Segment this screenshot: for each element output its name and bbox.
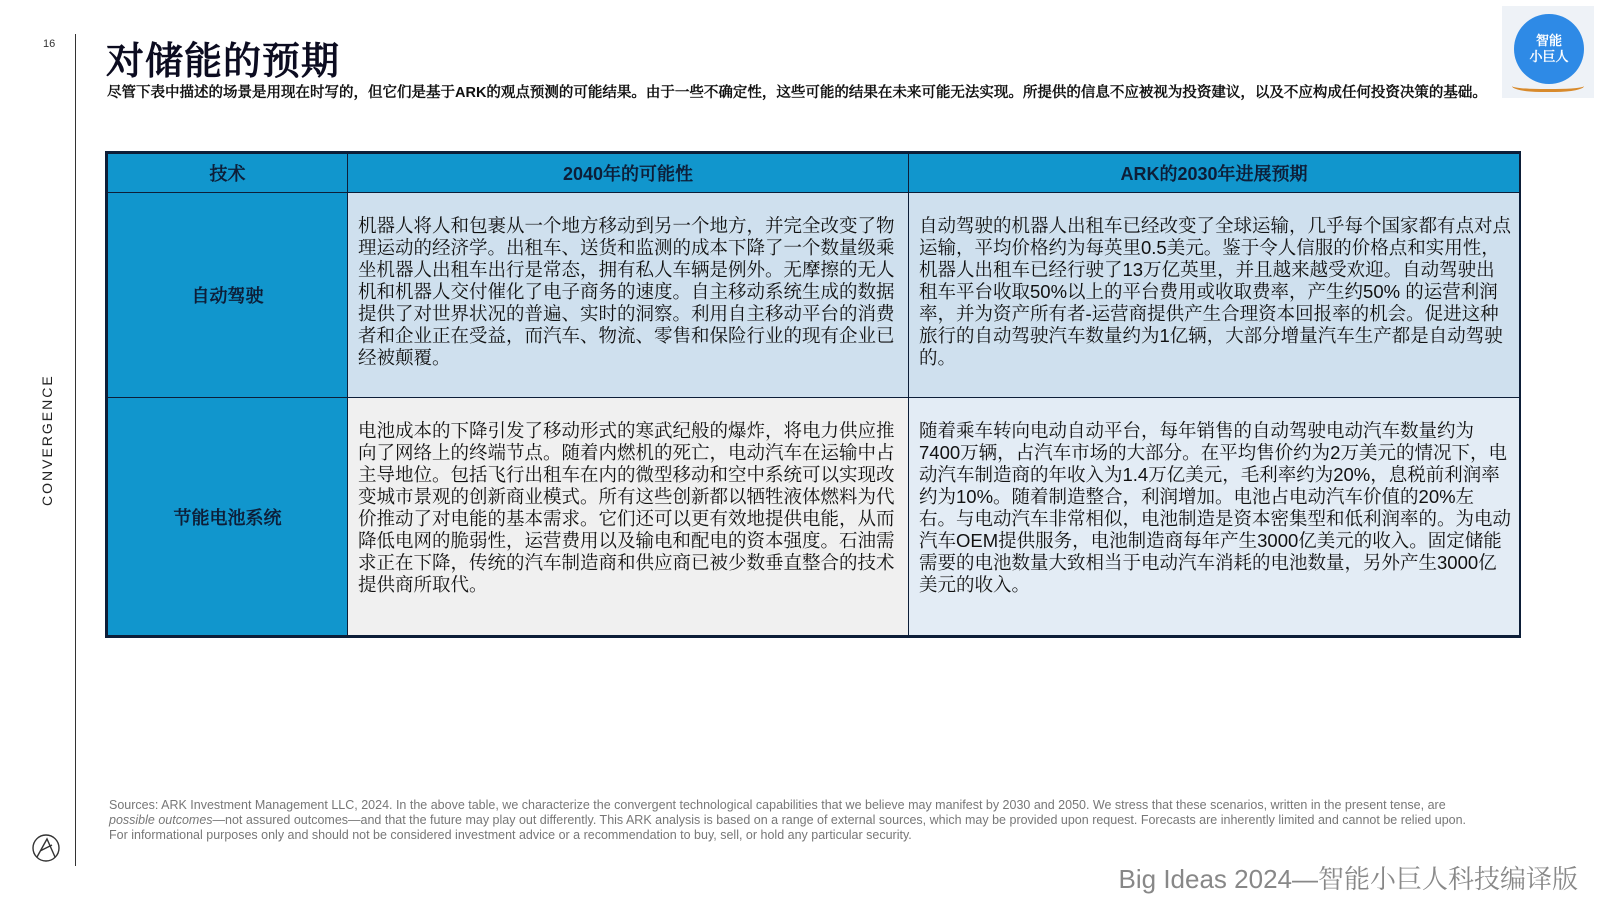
badge-line-2: 小巨人 xyxy=(1529,49,1569,64)
page-title: 对储能的预期 xyxy=(106,41,341,83)
disclaimer-text: 尽管下表中描述的场景是用现在时写的，但它们是基于ARK的观点预测的可能结果。由于一些不确定性，这些可能的结果在未来可能无法实现。所提供的信息不应被视为投资建议，以及不应构成任何投资决策的基础。 xyxy=(107,85,1487,101)
sources-italic: possible outcomes xyxy=(109,813,213,827)
brand-badge xyxy=(1502,6,1594,98)
book-icon xyxy=(1512,77,1584,92)
badge-line-1: 智能 xyxy=(1535,33,1562,48)
cell-ark-2030: 随着乘车转向电动自动平台，每年销售的自动驾驶电动汽车数量约为7400万辆，占汽车市场的大部分。在平均售价约为2万美元的情况下，电动汽车制造商的年收入为1.4万亿美元，毛利率约为20%，息税前利润率约为10%。随着制造整合，利润增加。电池占电动汽车价值的20%左右。与电动汽车非常相似，电池制造是资本密集型和低利润率的。为电动汽车OEM提供服务，电池制造商每年产生3000亿美元的收入。固定储能需要的电池数量大致相当于电动汽车消耗的电池数量，另外产生3000亿美元的收入。 xyxy=(909,398,1520,636)
ark-logo-icon xyxy=(31,833,61,863)
row-tech-battery: 节能电池系统 xyxy=(108,398,348,636)
left-divider-line xyxy=(75,34,76,866)
sources-text-1: Sources: ARK Investment Management LLC, 2024. In the above table, we characterize the convergent technological capabilities that we believe may manifest by 2030 and 2050. We stress that these scenarios, written in the present tense, are xyxy=(109,798,1446,812)
table-row xyxy=(108,193,1520,398)
header-possibility-2040: 2040年的可能性 xyxy=(348,154,909,193)
cell-possibility-2040: 电池成本的下降引发了移动形式的寒武纪般的爆炸，将电力供应推向了网络上的终端节点。随着内燃机的死亡，电动汽车在运输中占主导地位。包括飞行出租车在内的微型移动和空中系统可以实现改变城市景观的创新商业模式。所有这些创新都以牺牲液体燃料为代价推动了对电能的基本需求。它们还可以更有效地提供电能，从而降低电网的脆弱性，运营费用以及输电和配电的资本强度。石油需求正在下降，传统的汽车制造商和供应商已被少数垂直整合的技术提供商所取代。 xyxy=(348,398,909,636)
side-section-label: CONVERGENCE xyxy=(39,374,55,506)
header-technology: 技术 xyxy=(108,154,348,193)
table-row xyxy=(108,398,1520,636)
sources-footnote xyxy=(109,798,1469,843)
sources-text-2: —not assured outcomes—and that the future may play out differently. This ARK analysis is based on a range of external sources, which may be provided upon request. Forecasts are inherently limited and cannot be relied upon. For informational purposes only and should not be considered investment advice or a recommendation to buy, sell, or hold any particular security. xyxy=(109,813,1467,842)
brand-badge-circle xyxy=(1514,14,1584,84)
page-number: 16 xyxy=(43,38,56,50)
footer-brand: Big Ideas 2024—智能小巨人科技编译版 xyxy=(1118,864,1578,894)
header-ark-2030: ARK的2030年进展预期 xyxy=(909,154,1520,193)
cell-ark-2030: 自动驾驶的机器人出租车已经改变了全球运输，几乎每个国家都有点对点运输，平均价格约为每英里0.5美元。鉴于令人信服的价格点和实用性，机器人出租车已经行驶了13万亿英里，并且越来越受欢迎。自动驾驶出租车平台收取50%以上的平台费用或收取费率，产生约50% 的运营利润率，并为资产所有者-运营商提供产生合理资本回报率的机会。促进这种旅行的自动驾驶汽车数量约为1亿辆，大部分增量汽车生产都是自动驾驶的。 xyxy=(909,193,1520,398)
cell-possibility-2040: 机器人将人和包裹从一个地方移动到另一个地方，并完全改变了物理运动的经济学。出租车、送货和监测的成本下降了一个数量级乘坐机器人出租车出行是常态，拥有私人车辆是例外。无摩擦的无人机和机器人交付催化了电子商务的速度。自主移动系统生成的数据提供了对世界状况的普遍、实时的洞察。利用自主移动平台的消费者和企业正在受益，而汽车、物流、零售和保险行业的现有企业已经被颠覆。 xyxy=(348,193,909,398)
expectations-table xyxy=(105,151,1521,638)
table-header-row xyxy=(108,154,1520,193)
row-tech-autonomous: 自动驾驶 xyxy=(108,193,348,398)
